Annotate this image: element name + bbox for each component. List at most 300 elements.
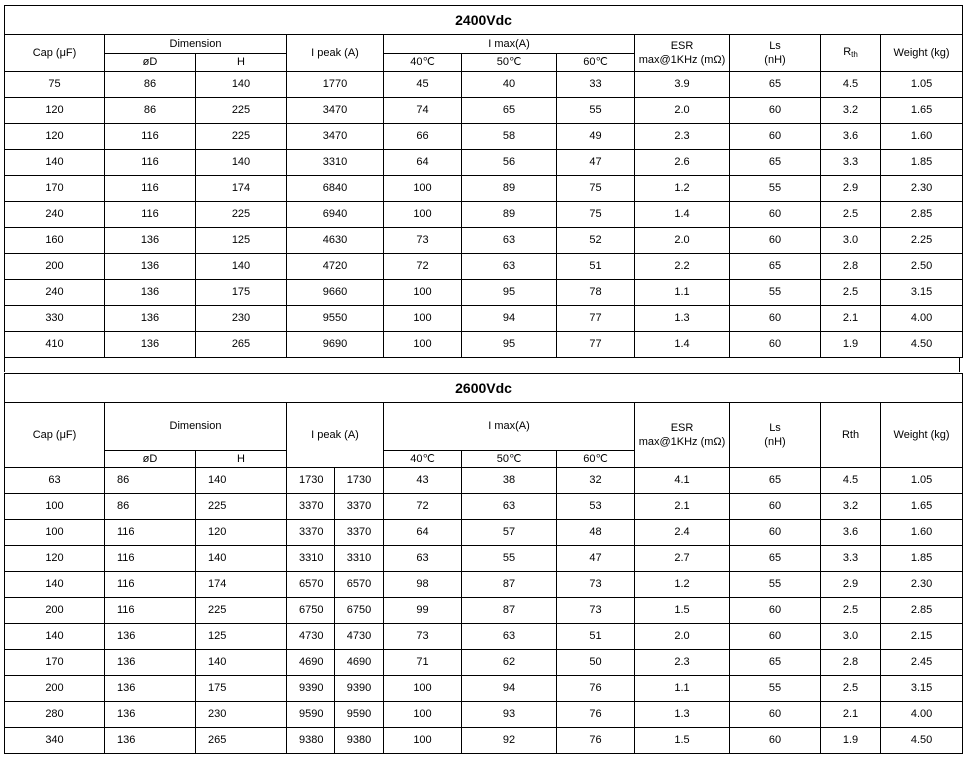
table-cell: 225 bbox=[196, 598, 287, 624]
header-40c: 40℃ bbox=[384, 54, 462, 72]
header-weight: Weight (kg) bbox=[881, 403, 963, 468]
table-row bbox=[5, 650, 963, 676]
table-cell: 4690 bbox=[287, 650, 335, 676]
table-cell: 3.0 bbox=[821, 228, 881, 254]
table-cell: 3370 bbox=[287, 494, 335, 520]
table-cell: 4690 bbox=[335, 650, 384, 676]
table-cell: 1.9 bbox=[821, 728, 881, 754]
table-cell: 65 bbox=[730, 468, 821, 494]
table-cell: 93 bbox=[462, 702, 557, 728]
header-60c: 60℃ bbox=[557, 451, 635, 468]
table-cell: 60 bbox=[730, 332, 821, 358]
table-cell: 9390 bbox=[335, 676, 384, 702]
table-cell: 3310 bbox=[287, 150, 384, 176]
table-cell: 2.5 bbox=[821, 676, 881, 702]
table-row bbox=[5, 728, 963, 754]
table-cell: 170 bbox=[5, 176, 105, 202]
table-cell: 1730 bbox=[335, 468, 384, 494]
table-cell: 175 bbox=[196, 280, 287, 306]
table-cell: 4730 bbox=[287, 624, 335, 650]
table-cell: 240 bbox=[5, 202, 105, 228]
table-cell: 77 bbox=[557, 332, 635, 358]
table-cell: 100 bbox=[384, 202, 462, 228]
table-row bbox=[5, 624, 963, 650]
table-cell: 58 bbox=[462, 124, 557, 150]
table-cell: 1.5 bbox=[635, 598, 730, 624]
table-cell: 3470 bbox=[287, 124, 384, 150]
table-cell: 65 bbox=[730, 150, 821, 176]
table-cell: 2.50 bbox=[881, 254, 963, 280]
table-cell: 6750 bbox=[335, 598, 384, 624]
table-cell: 75 bbox=[557, 176, 635, 202]
table-row bbox=[5, 202, 963, 228]
header-ls-line2: (nH) bbox=[764, 436, 786, 448]
header-esr bbox=[635, 35, 730, 72]
table-row bbox=[5, 598, 963, 624]
table-cell: 60 bbox=[730, 520, 821, 546]
table-cell: 76 bbox=[557, 676, 635, 702]
table-cell: 2.0 bbox=[635, 228, 730, 254]
header-ls bbox=[730, 403, 821, 468]
table-cell: 1.3 bbox=[635, 306, 730, 332]
table-cell: 73 bbox=[384, 624, 462, 650]
table-cell: 1.60 bbox=[881, 520, 963, 546]
table-cell: 100 bbox=[384, 702, 462, 728]
table-cell: 116 bbox=[105, 598, 196, 624]
table-cell: 160 bbox=[5, 228, 105, 254]
header-weight: Weight (kg) bbox=[881, 35, 963, 72]
table-cell: 2.85 bbox=[881, 202, 963, 228]
table-cell: 3.6 bbox=[821, 520, 881, 546]
table-cell: 55 bbox=[557, 98, 635, 124]
table-cell: 60 bbox=[730, 306, 821, 332]
table-cell: 49 bbox=[557, 124, 635, 150]
table-cell: 4.00 bbox=[881, 702, 963, 728]
table-cell: 136 bbox=[105, 280, 196, 306]
table-cell: 136 bbox=[105, 306, 196, 332]
table-cell: 2.1 bbox=[821, 702, 881, 728]
table-cell: 92 bbox=[462, 728, 557, 754]
table-cell: 47 bbox=[557, 546, 635, 572]
table-cell: 62 bbox=[462, 650, 557, 676]
table-cell: 140 bbox=[5, 624, 105, 650]
table-cell: 48 bbox=[557, 520, 635, 546]
table-cell: 95 bbox=[462, 332, 557, 358]
table-cell: 60 bbox=[730, 202, 821, 228]
table-cell: 120 bbox=[5, 98, 105, 124]
table-row bbox=[5, 520, 963, 546]
table-cell: 6570 bbox=[287, 572, 335, 598]
table-cell: 86 bbox=[105, 72, 196, 98]
table-cell: 73 bbox=[557, 572, 635, 598]
header-60c: 60℃ bbox=[557, 54, 635, 72]
table-cell: 1.65 bbox=[881, 98, 963, 124]
table-cell: 4720 bbox=[287, 254, 384, 280]
table-cell: 43 bbox=[384, 468, 462, 494]
table-cell: 100 bbox=[384, 676, 462, 702]
table-cell: 125 bbox=[196, 228, 287, 254]
table-cell: 136 bbox=[105, 332, 196, 358]
table-cell: 3370 bbox=[335, 520, 384, 546]
table-cell: 32 bbox=[557, 468, 635, 494]
header-cap: Cap (μF) bbox=[5, 403, 105, 468]
table-cell: 136 bbox=[105, 702, 196, 728]
table-cell: 1.3 bbox=[635, 702, 730, 728]
table-cell: 1.2 bbox=[635, 176, 730, 202]
table-cell: 51 bbox=[557, 624, 635, 650]
table-cell: 60 bbox=[730, 728, 821, 754]
table-cell: 3.15 bbox=[881, 676, 963, 702]
table-cell: 116 bbox=[105, 572, 196, 598]
header-diameter: øD bbox=[105, 451, 196, 468]
table-cell: 6940 bbox=[287, 202, 384, 228]
table-cell: 4.5 bbox=[821, 72, 881, 98]
table-cell: 4.1 bbox=[635, 468, 730, 494]
table-cell: 33 bbox=[557, 72, 635, 98]
header-40c: 40℃ bbox=[384, 451, 462, 468]
table-cell: 225 bbox=[196, 494, 287, 520]
table-row bbox=[5, 254, 963, 280]
table-cell: 63 bbox=[5, 468, 105, 494]
header-50c: 50℃ bbox=[462, 451, 557, 468]
table-cell: 4.5 bbox=[821, 468, 881, 494]
table-cell: 73 bbox=[384, 228, 462, 254]
table-cell: 136 bbox=[105, 228, 196, 254]
table-cell: 1.05 bbox=[881, 72, 963, 98]
header-cap: Cap (μF) bbox=[5, 35, 105, 72]
table-cell: 200 bbox=[5, 254, 105, 280]
table-cell: 51 bbox=[557, 254, 635, 280]
table-cell: 410 bbox=[5, 332, 105, 358]
table-cell: 9590 bbox=[335, 702, 384, 728]
header-dimension: Dimension bbox=[105, 35, 287, 54]
table-cell: 140 bbox=[5, 150, 105, 176]
table-cell: 64 bbox=[384, 150, 462, 176]
table-cell: 116 bbox=[105, 150, 196, 176]
table-cell: 170 bbox=[5, 650, 105, 676]
table-cell: 240 bbox=[5, 280, 105, 306]
table-cell: 63 bbox=[462, 254, 557, 280]
table-cell: 136 bbox=[105, 728, 196, 754]
table-cell: 1730 bbox=[287, 468, 335, 494]
table-cell: 1.60 bbox=[881, 124, 963, 150]
header-rth: Rth bbox=[821, 403, 881, 468]
table-cell: 174 bbox=[196, 176, 287, 202]
table-cell: 100 bbox=[384, 176, 462, 202]
table-cell: 136 bbox=[105, 676, 196, 702]
table-cell: 3310 bbox=[287, 546, 335, 572]
header-imax: I max(A) bbox=[384, 403, 635, 451]
table-cell: 76 bbox=[557, 702, 635, 728]
table-cell: 140 bbox=[196, 650, 287, 676]
table-cell: 9660 bbox=[287, 280, 384, 306]
table-cell: 57 bbox=[462, 520, 557, 546]
table-cell: 280 bbox=[5, 702, 105, 728]
table-cell: 60 bbox=[730, 702, 821, 728]
table-cell: 3310 bbox=[335, 546, 384, 572]
table-cell: 125 bbox=[196, 624, 287, 650]
table-cell: 9390 bbox=[287, 676, 335, 702]
table-cell: 55 bbox=[462, 546, 557, 572]
table-cell: 116 bbox=[105, 520, 196, 546]
table-cell: 9380 bbox=[335, 728, 384, 754]
table-cell: 120 bbox=[5, 124, 105, 150]
table-cell: 60 bbox=[730, 624, 821, 650]
header-esr bbox=[635, 403, 730, 468]
table-cell: 78 bbox=[557, 280, 635, 306]
table-cell: 65 bbox=[462, 98, 557, 124]
table-cell: 1770 bbox=[287, 72, 384, 98]
table-cell: 100 bbox=[5, 494, 105, 520]
table-cell: 2.45 bbox=[881, 650, 963, 676]
header-esr-line1: ESR bbox=[670, 40, 694, 52]
table-cell: 2.7 bbox=[635, 546, 730, 572]
table-cell: 55 bbox=[730, 280, 821, 306]
table-cell: 60 bbox=[730, 98, 821, 124]
table-cell: 2.1 bbox=[635, 494, 730, 520]
table-cell: 230 bbox=[196, 702, 287, 728]
table-cell: 38 bbox=[462, 468, 557, 494]
table-cell: 140 bbox=[196, 468, 287, 494]
table-cell: 330 bbox=[5, 306, 105, 332]
table-row bbox=[5, 306, 963, 332]
header-ls-line2: (nH) bbox=[764, 54, 786, 66]
table-cell: 225 bbox=[196, 124, 287, 150]
table-cell: 76 bbox=[557, 728, 635, 754]
table-cell: 140 bbox=[196, 546, 287, 572]
header-ls bbox=[730, 35, 821, 72]
table-cell: 1.1 bbox=[635, 280, 730, 306]
header-rth-r: R bbox=[843, 45, 852, 58]
header-ls-line1: Ls bbox=[769, 422, 781, 434]
table-row bbox=[5, 572, 963, 598]
table-cell: 116 bbox=[105, 202, 196, 228]
table-cell: 2.2 bbox=[635, 254, 730, 280]
table-cell: 6840 bbox=[287, 176, 384, 202]
table-cell: 2.30 bbox=[881, 572, 963, 598]
table-cell: 2.8 bbox=[821, 254, 881, 280]
table-cell: 98 bbox=[384, 572, 462, 598]
table-cell: 100 bbox=[5, 520, 105, 546]
table-cell: 2.5 bbox=[821, 598, 881, 624]
table-cell: 175 bbox=[196, 676, 287, 702]
table-cell: 94 bbox=[462, 306, 557, 332]
table-cell: 2.85 bbox=[881, 598, 963, 624]
header-height: H bbox=[196, 451, 287, 468]
table-cell: 60 bbox=[730, 228, 821, 254]
table-cell: 52 bbox=[557, 228, 635, 254]
table-cell: 2.1 bbox=[821, 306, 881, 332]
table-cell: 87 bbox=[462, 598, 557, 624]
table-cell: 86 bbox=[105, 468, 196, 494]
table-cell: 2.0 bbox=[635, 98, 730, 124]
table-cell: 66 bbox=[384, 124, 462, 150]
table-cell: 100 bbox=[384, 280, 462, 306]
header-imax: I max(A) bbox=[384, 35, 635, 54]
table-cell: 4.50 bbox=[881, 332, 963, 358]
table-cell: 1.4 bbox=[635, 332, 730, 358]
table-cell: 86 bbox=[105, 98, 196, 124]
table-cell: 89 bbox=[462, 202, 557, 228]
table-spacer bbox=[4, 357, 960, 372]
table-cell: 3.9 bbox=[635, 72, 730, 98]
table-cell: 120 bbox=[196, 520, 287, 546]
table-cell: 2.30 bbox=[881, 176, 963, 202]
table-cell: 56 bbox=[462, 150, 557, 176]
table-cell: 63 bbox=[462, 494, 557, 520]
table-cell: 86 bbox=[105, 494, 196, 520]
table-cell: 75 bbox=[557, 202, 635, 228]
table-cell: 9590 bbox=[287, 702, 335, 728]
table-cell: 2.6 bbox=[635, 150, 730, 176]
spec-table-2400vdc bbox=[4, 5, 963, 358]
table-cell: 63 bbox=[384, 546, 462, 572]
table-cell: 265 bbox=[196, 728, 287, 754]
table-cell: 225 bbox=[196, 202, 287, 228]
table-cell: 3.6 bbox=[821, 124, 881, 150]
table-row bbox=[5, 332, 963, 358]
header-rth bbox=[821, 35, 881, 72]
table-cell: 200 bbox=[5, 676, 105, 702]
table-cell: 100 bbox=[384, 306, 462, 332]
table-cell: 1.2 bbox=[635, 572, 730, 598]
table-cell: 2.15 bbox=[881, 624, 963, 650]
table-cell: 2.3 bbox=[635, 124, 730, 150]
table-cell: 65 bbox=[730, 254, 821, 280]
table-cell: 340 bbox=[5, 728, 105, 754]
table-row bbox=[5, 124, 963, 150]
table-cell: 2.3 bbox=[635, 650, 730, 676]
table-row bbox=[5, 176, 963, 202]
table-cell: 265 bbox=[196, 332, 287, 358]
table-cell: 140 bbox=[196, 72, 287, 98]
table-cell: 40 bbox=[462, 72, 557, 98]
table-row bbox=[5, 494, 963, 520]
table-cell: 2.4 bbox=[635, 520, 730, 546]
table-cell: 1.9 bbox=[821, 332, 881, 358]
table-cell: 9690 bbox=[287, 332, 384, 358]
header-esr-line1: ESR bbox=[670, 422, 694, 434]
table-cell: 2.9 bbox=[821, 176, 881, 202]
table-row bbox=[5, 72, 963, 98]
table-cell: 1.4 bbox=[635, 202, 730, 228]
table-cell: 1.05 bbox=[881, 468, 963, 494]
table-cell: 72 bbox=[384, 494, 462, 520]
table-row bbox=[5, 702, 963, 728]
table-cell: 140 bbox=[5, 572, 105, 598]
header-ls-line1: Ls bbox=[769, 40, 781, 52]
table-cell: 45 bbox=[384, 72, 462, 98]
table-cell: 1.1 bbox=[635, 676, 730, 702]
table-cell: 140 bbox=[196, 254, 287, 280]
table-cell: 63 bbox=[462, 624, 557, 650]
table-cell: 72 bbox=[384, 254, 462, 280]
table-cell: 174 bbox=[196, 572, 287, 598]
table-cell: 77 bbox=[557, 306, 635, 332]
table-cell: 60 bbox=[730, 124, 821, 150]
table-row bbox=[5, 150, 963, 176]
table-row bbox=[5, 468, 963, 494]
table-cell: 3.2 bbox=[821, 494, 881, 520]
header-ipeak: I peak (A) bbox=[287, 403, 384, 468]
table-cell: 6570 bbox=[335, 572, 384, 598]
table-cell: 95 bbox=[462, 280, 557, 306]
header-esr-line2: max@1KHz (mΩ) bbox=[638, 54, 726, 66]
table-cell: 100 bbox=[384, 728, 462, 754]
table-cell: 3.2 bbox=[821, 98, 881, 124]
table-cell: 116 bbox=[105, 124, 196, 150]
table-cell: 55 bbox=[730, 176, 821, 202]
table-cell: 100 bbox=[384, 332, 462, 358]
table-cell: 3370 bbox=[335, 494, 384, 520]
table-cell: 225 bbox=[196, 98, 287, 124]
table-cell: 65 bbox=[730, 650, 821, 676]
table-cell: 136 bbox=[105, 650, 196, 676]
table-row bbox=[5, 676, 963, 702]
table-cell: 3.15 bbox=[881, 280, 963, 306]
table-cell: 65 bbox=[730, 72, 821, 98]
table-cell: 3.3 bbox=[821, 546, 881, 572]
table-cell: 2.5 bbox=[821, 202, 881, 228]
table-cell: 89 bbox=[462, 176, 557, 202]
header-50c: 50℃ bbox=[462, 54, 557, 72]
header-ipeak: I peak (A) bbox=[287, 35, 384, 72]
table-cell: 99 bbox=[384, 598, 462, 624]
table-row bbox=[5, 98, 963, 124]
table-cell: 63 bbox=[462, 228, 557, 254]
table-cell: 87 bbox=[462, 572, 557, 598]
table-cell: 74 bbox=[384, 98, 462, 124]
table-cell: 2.0 bbox=[635, 624, 730, 650]
table-cell: 120 bbox=[5, 546, 105, 572]
table-cell: 3370 bbox=[287, 520, 335, 546]
table-title: 2600Vdc bbox=[5, 374, 963, 403]
table-cell: 75 bbox=[5, 72, 105, 98]
table-cell: 1.85 bbox=[881, 546, 963, 572]
table-cell: 2.9 bbox=[821, 572, 881, 598]
table-cell: 73 bbox=[557, 598, 635, 624]
table-cell: 9550 bbox=[287, 306, 384, 332]
table-cell: 4.50 bbox=[881, 728, 963, 754]
header-diameter: øD bbox=[105, 54, 196, 72]
table-cell: 4730 bbox=[335, 624, 384, 650]
table-cell: 116 bbox=[105, 176, 196, 202]
table-cell: 94 bbox=[462, 676, 557, 702]
table-cell: 55 bbox=[730, 572, 821, 598]
table-cell: 64 bbox=[384, 520, 462, 546]
table-cell: 200 bbox=[5, 598, 105, 624]
table-cell: 60 bbox=[730, 598, 821, 624]
table-cell: 136 bbox=[105, 254, 196, 280]
table-cell: 1.65 bbox=[881, 494, 963, 520]
table-row bbox=[5, 280, 963, 306]
spec-table-2600vdc bbox=[4, 373, 963, 754]
table-cell: 116 bbox=[105, 546, 196, 572]
table-cell: 136 bbox=[105, 624, 196, 650]
table-cell: 140 bbox=[196, 150, 287, 176]
table-row bbox=[5, 546, 963, 572]
table-cell: 4630 bbox=[287, 228, 384, 254]
table-cell: 53 bbox=[557, 494, 635, 520]
table-cell: 2.8 bbox=[821, 650, 881, 676]
header-dimension: Dimension bbox=[105, 403, 287, 451]
table-cell: 9380 bbox=[287, 728, 335, 754]
table-cell: 230 bbox=[196, 306, 287, 332]
table-cell: 71 bbox=[384, 650, 462, 676]
table-cell: 47 bbox=[557, 150, 635, 176]
table-cell: 6750 bbox=[287, 598, 335, 624]
table-cell: 2.25 bbox=[881, 228, 963, 254]
